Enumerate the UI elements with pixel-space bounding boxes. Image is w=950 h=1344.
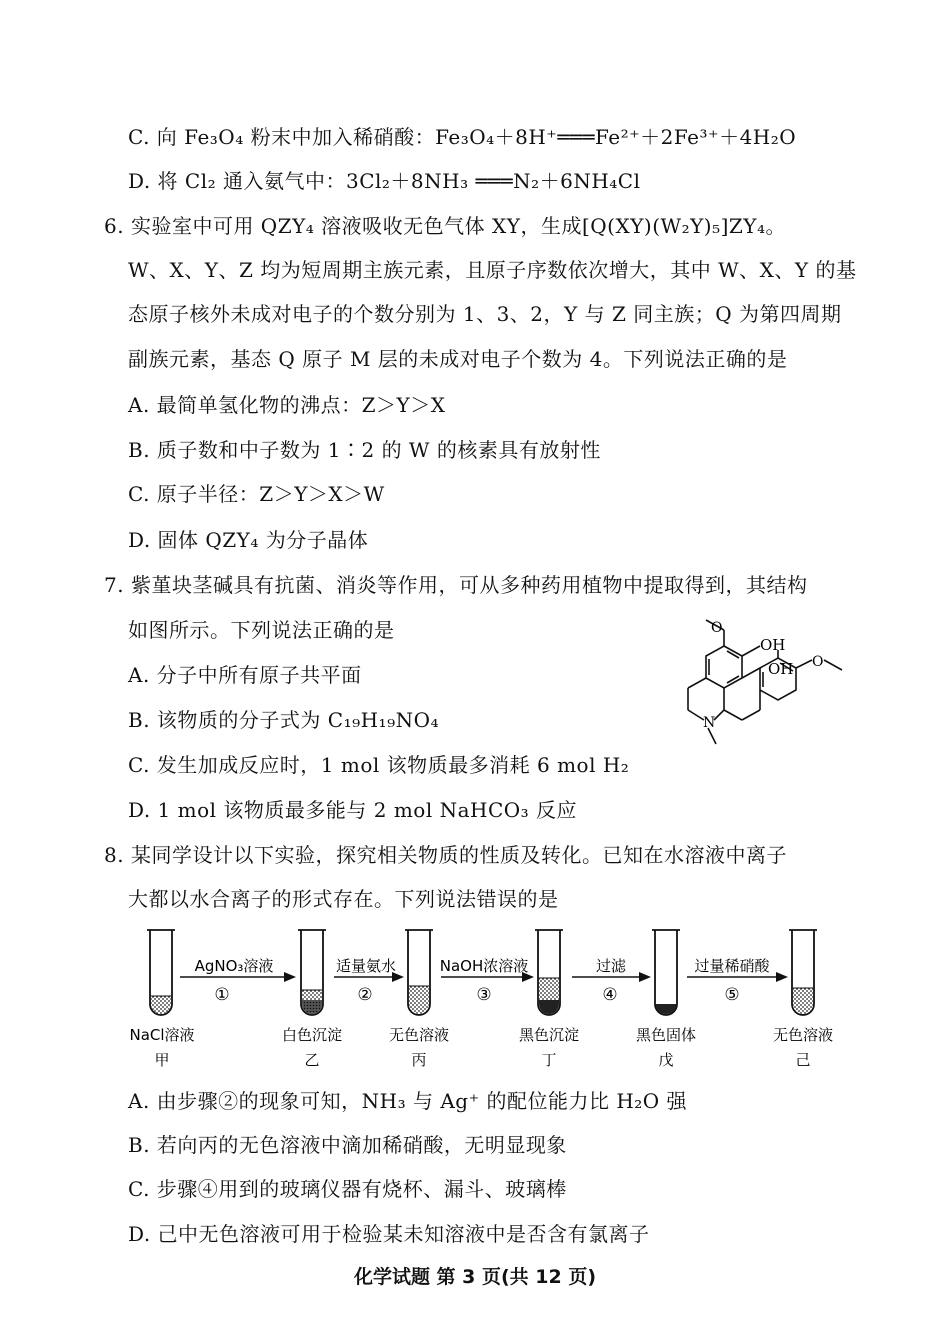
q8-option-a: A. 由步骤②的现象可知，NH₃ 与 Ag⁺ 的配位能力比 H₂O 强 xyxy=(128,1089,688,1113)
tube-wu-desc: 黑色固体 xyxy=(635,1026,697,1044)
step-4-reagent: 过滤 xyxy=(595,957,627,975)
molecule-oh-label-1: OH xyxy=(760,636,786,654)
tube-wu-label: 戊 xyxy=(658,1051,674,1069)
experiment-flow-diagram xyxy=(120,920,850,1080)
q7-option-d: D. 1 mol 该物质最多能与 2 mol NaHCO₃ 反应 xyxy=(128,798,578,822)
step-2-reagent: 适量氨水 xyxy=(335,957,397,975)
q5-option-d: D. 将 Cl₂ 通入氨气中：3Cl₂＋8NH₃ ═══N₂＋6NH₄Cl xyxy=(128,169,641,193)
molecule-oxygen-right: O xyxy=(812,654,824,670)
step-3-number: ③ xyxy=(476,985,492,1005)
q6-option-c: C. 原子半径：Z＞Y＞X＞W xyxy=(128,482,385,506)
q6-stem-line3: 态原子核外未成对电子的个数分别为 1、3、2，Y 与 Z 同主族；Q 为第四周期 xyxy=(128,302,842,326)
q6-stem-line4: 副族元素，基态 Q 原子 M 层的未成对电子个数为 4。下列说法正确的是 xyxy=(128,347,788,371)
step-4-number: ④ xyxy=(602,985,618,1005)
molecule-structure-diagram xyxy=(668,616,858,756)
q7-stem-line2: 如图所示。下列说法正确的是 xyxy=(128,618,395,642)
arrow-head-5 xyxy=(776,972,788,982)
tube-yi-desc: 白色沉淀 xyxy=(281,1026,343,1044)
page-footer: 化学试题 第 3 页(共 12 页) xyxy=(353,1266,597,1288)
step-1-number: ① xyxy=(214,985,230,1005)
tube-bing-desc: 无色溶液 xyxy=(388,1026,450,1044)
tube-ding xyxy=(535,930,563,1015)
tube-jia-label: 甲 xyxy=(154,1051,170,1069)
tube-ji xyxy=(789,930,817,1015)
tube-ding-label: 丁 xyxy=(541,1051,557,1069)
arrow-head-1 xyxy=(284,972,296,982)
tube-jia xyxy=(147,930,175,1015)
molecule-nitrogen-label: N xyxy=(703,715,716,731)
step-1-reagent: AgNO₃溶液 xyxy=(194,957,274,975)
step-2-number: ② xyxy=(357,985,373,1005)
q7-option-c: C. 发生加成反应时，1 mol 该物质最多消耗 6 mol H₂ xyxy=(128,753,630,777)
step-5-number: ⑤ xyxy=(724,985,740,1005)
tube-bing xyxy=(405,930,433,1015)
tube-yi xyxy=(298,930,326,1015)
molecule-oxygen-top: O xyxy=(711,620,723,636)
q7-option-b: B. 该物质的分子式为 C₁₉H₁₉NO₄ xyxy=(128,708,439,732)
step-5-reagent: 过量稀硝酸 xyxy=(694,957,770,975)
q6-option-a: A. 最简单氢化物的沸点：Z＞Y＞X xyxy=(128,393,446,417)
q6-stem-line1: 6. 实验室中可用 QZY₄ 溶液吸收无色气体 XY，生成[Q(XY)(W₂Y)₅]ZY₄。 xyxy=(104,214,787,238)
q5-option-c: C. 向 Fe₃O₄ 粉末中加入稀硝酸：Fe₃O₄＋8H⁺═══Fe²⁺＋2Fe³⁺＋4H₂O xyxy=(128,125,797,149)
q7-option-a: A. 分子中所有原子共平面 xyxy=(128,663,362,687)
tube-wu xyxy=(652,930,680,1015)
q6-option-b: B. 质子数和中子数为 1∶2 的 W 的核素具有放射性 xyxy=(128,438,601,462)
step-3-reagent: NaOH浓溶液 xyxy=(439,957,529,975)
q8-stem-line1: 8. 某同学设计以下实验，探究相关物质的性质及转化。已知在水溶液中离子 xyxy=(104,843,787,867)
arrow-head-4 xyxy=(639,972,651,982)
q6-stem-line2: W、X、Y、Z 均为短周期主族元素，且原子序数依次增大，其中 W、X、Y 的基 xyxy=(128,258,857,282)
tube-ji-label: 己 xyxy=(795,1051,811,1069)
molecule-oh-label-2: OH xyxy=(768,660,794,678)
tube-ding-desc: 黑色沉淀 xyxy=(518,1026,580,1044)
tube-jia-desc: NaCl溶液 xyxy=(129,1026,195,1044)
q6-option-d: D. 固体 QZY₄ 为分子晶体 xyxy=(128,528,369,552)
q8-option-b: B. 若向丙的无色溶液中滴加稀硝酸，无明显现象 xyxy=(128,1133,567,1157)
q7-stem-line1: 7. 紫堇块茎碱具有抗菌、消炎等作用，可从多种药用植物中提取得到，其结构 xyxy=(104,573,808,597)
q8-option-c: C. 步骤④用到的玻璃仪器有烧杯、漏斗、玻璃棒 xyxy=(128,1177,567,1201)
q8-stem-line2: 大都以水合离子的形式存在。下列说法错误的是 xyxy=(128,887,559,911)
tube-bing-label: 丙 xyxy=(411,1051,427,1069)
q8-option-d: D. 己中无色溶液可用于检验某未知溶液中是否含有氯离子 xyxy=(128,1222,650,1246)
tube-yi-label: 乙 xyxy=(304,1051,320,1069)
tube-ji-desc: 无色溶液 xyxy=(772,1026,834,1044)
